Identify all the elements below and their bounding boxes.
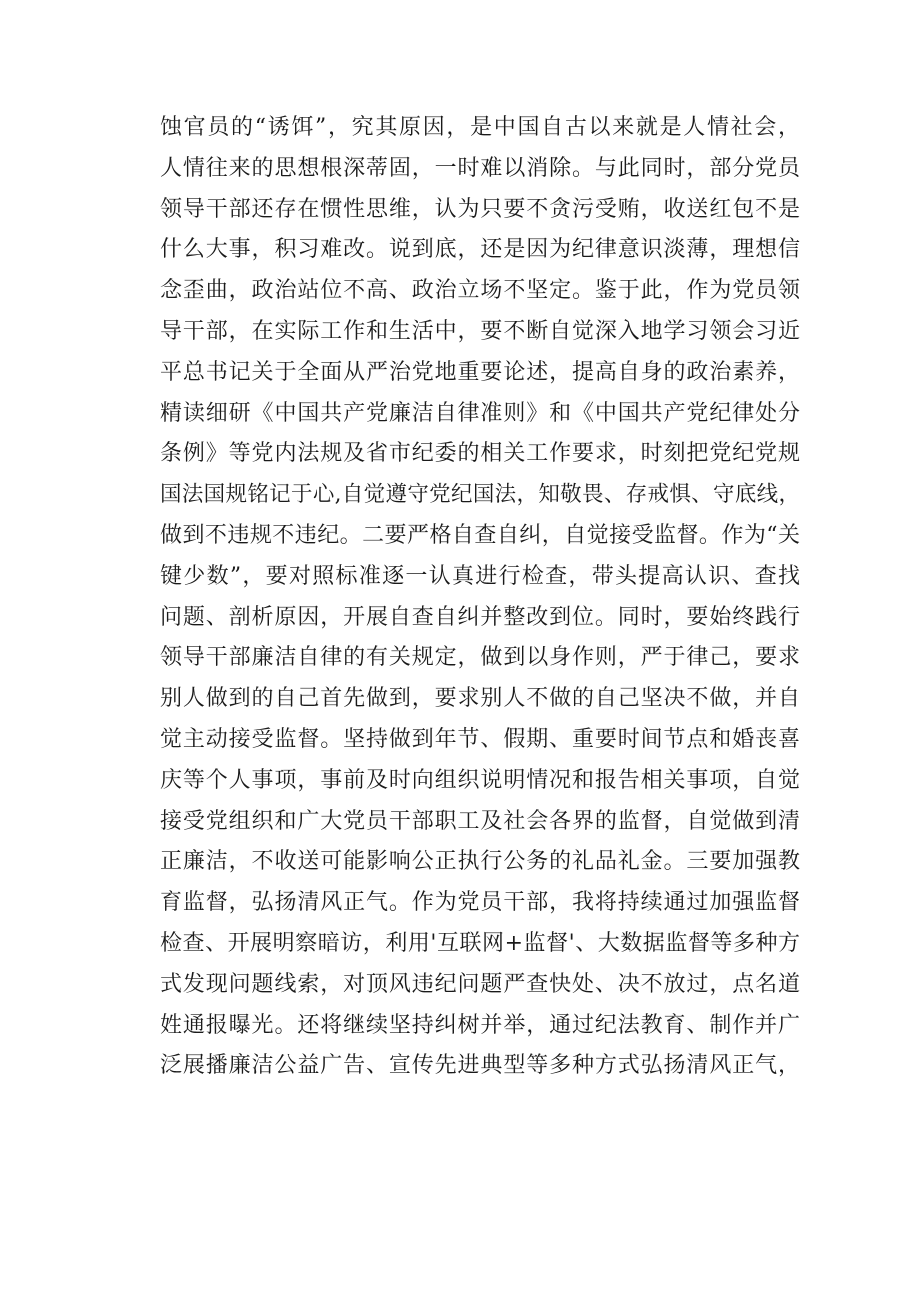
text-line: 庆等个人事项，事前及时向组织说明情况和报告相关事项，自觉	[160, 767, 800, 793]
text-line: 做到不违规不违纪。二要严格自查自纠，自觉接受监督。作为“关	[160, 522, 800, 548]
text-line: 检查、开展明察暗访，利用'互联网+监督'、大数据监督等多种方	[160, 930, 800, 956]
text-line: 式发现问题线索，对顶风违纪问题严查快处、决不放过，点名道	[160, 971, 800, 997]
text-line: 念歪曲，政治站位不高、政治立场不坚定。鉴于此，作为党员领	[160, 278, 800, 304]
text-line: 人情往来的思想根深蒂固，一时难以消除。与此同时，部分党员	[160, 155, 800, 181]
body-text	[160, 108, 800, 1087]
text-line: 泛展播廉洁公益广告、宣传先进典型等多种方式弘扬清风正气，	[160, 1053, 800, 1079]
text-line: 姓通报曝光。还将继续坚持纠树并举，通过纪法教育、制作并广	[160, 1012, 800, 1038]
text-line: 蚀官员的“诱饵”，究其原因，是中国自古以来就是人情社会，	[160, 115, 800, 140]
text-line: 接受党组织和广大党员干部职工及社会各界的监督，自觉做到清	[160, 808, 800, 834]
text-line: 导干部，在实际工作和生活中，要不断自觉深入地学习领会习近	[160, 318, 800, 344]
text-line: 育监督，弘扬清风正气。作为党员干部，我将持续通过加强监督	[160, 890, 800, 916]
text-line: 正廉洁，不收送可能影响公正执行公务的礼品礼金。三要加强教	[160, 849, 800, 875]
text-line: 别人做到的自己首先做到，要求别人不做的自己坚决不做，并自	[160, 686, 800, 712]
text-line: 什么大事，积习难改。说到底，还是因为纪律意识淡薄，理想信	[160, 237, 800, 263]
text-line: 领导干部还存在惯性思维，认为只要不贪污受贿，收送红包不是	[160, 196, 800, 222]
text-line: 平总书记关于全面从严治党地重要论述，提高自身的政治素养，	[160, 359, 800, 385]
text-line: 键少数”，要对照标准逐一认真进行检查，带头提高认识、查找	[160, 563, 800, 589]
text-line: 条例》等党内法规及省市纪委的相关工作要求，时刻把党纪党规	[160, 441, 800, 467]
text-line: 精读细研《中国共产党廉洁自律准则》和《中国共产党纪律处分	[160, 400, 800, 426]
text-line: 问题、剖析原因，开展自查自纠并整改到位。同时，要始终践行	[160, 604, 800, 630]
text-line: 国法国规铭记于心,自觉遵守党纪国法，知敬畏、存戒惧、守底线，	[160, 482, 800, 508]
text-line: 觉主动接受监督。坚持做到年节、假期、重要时间节点和婚丧喜	[160, 726, 800, 752]
text-line: 领导干部廉洁自律的有关规定，做到以身作则，严于律己，要求	[160, 645, 800, 671]
